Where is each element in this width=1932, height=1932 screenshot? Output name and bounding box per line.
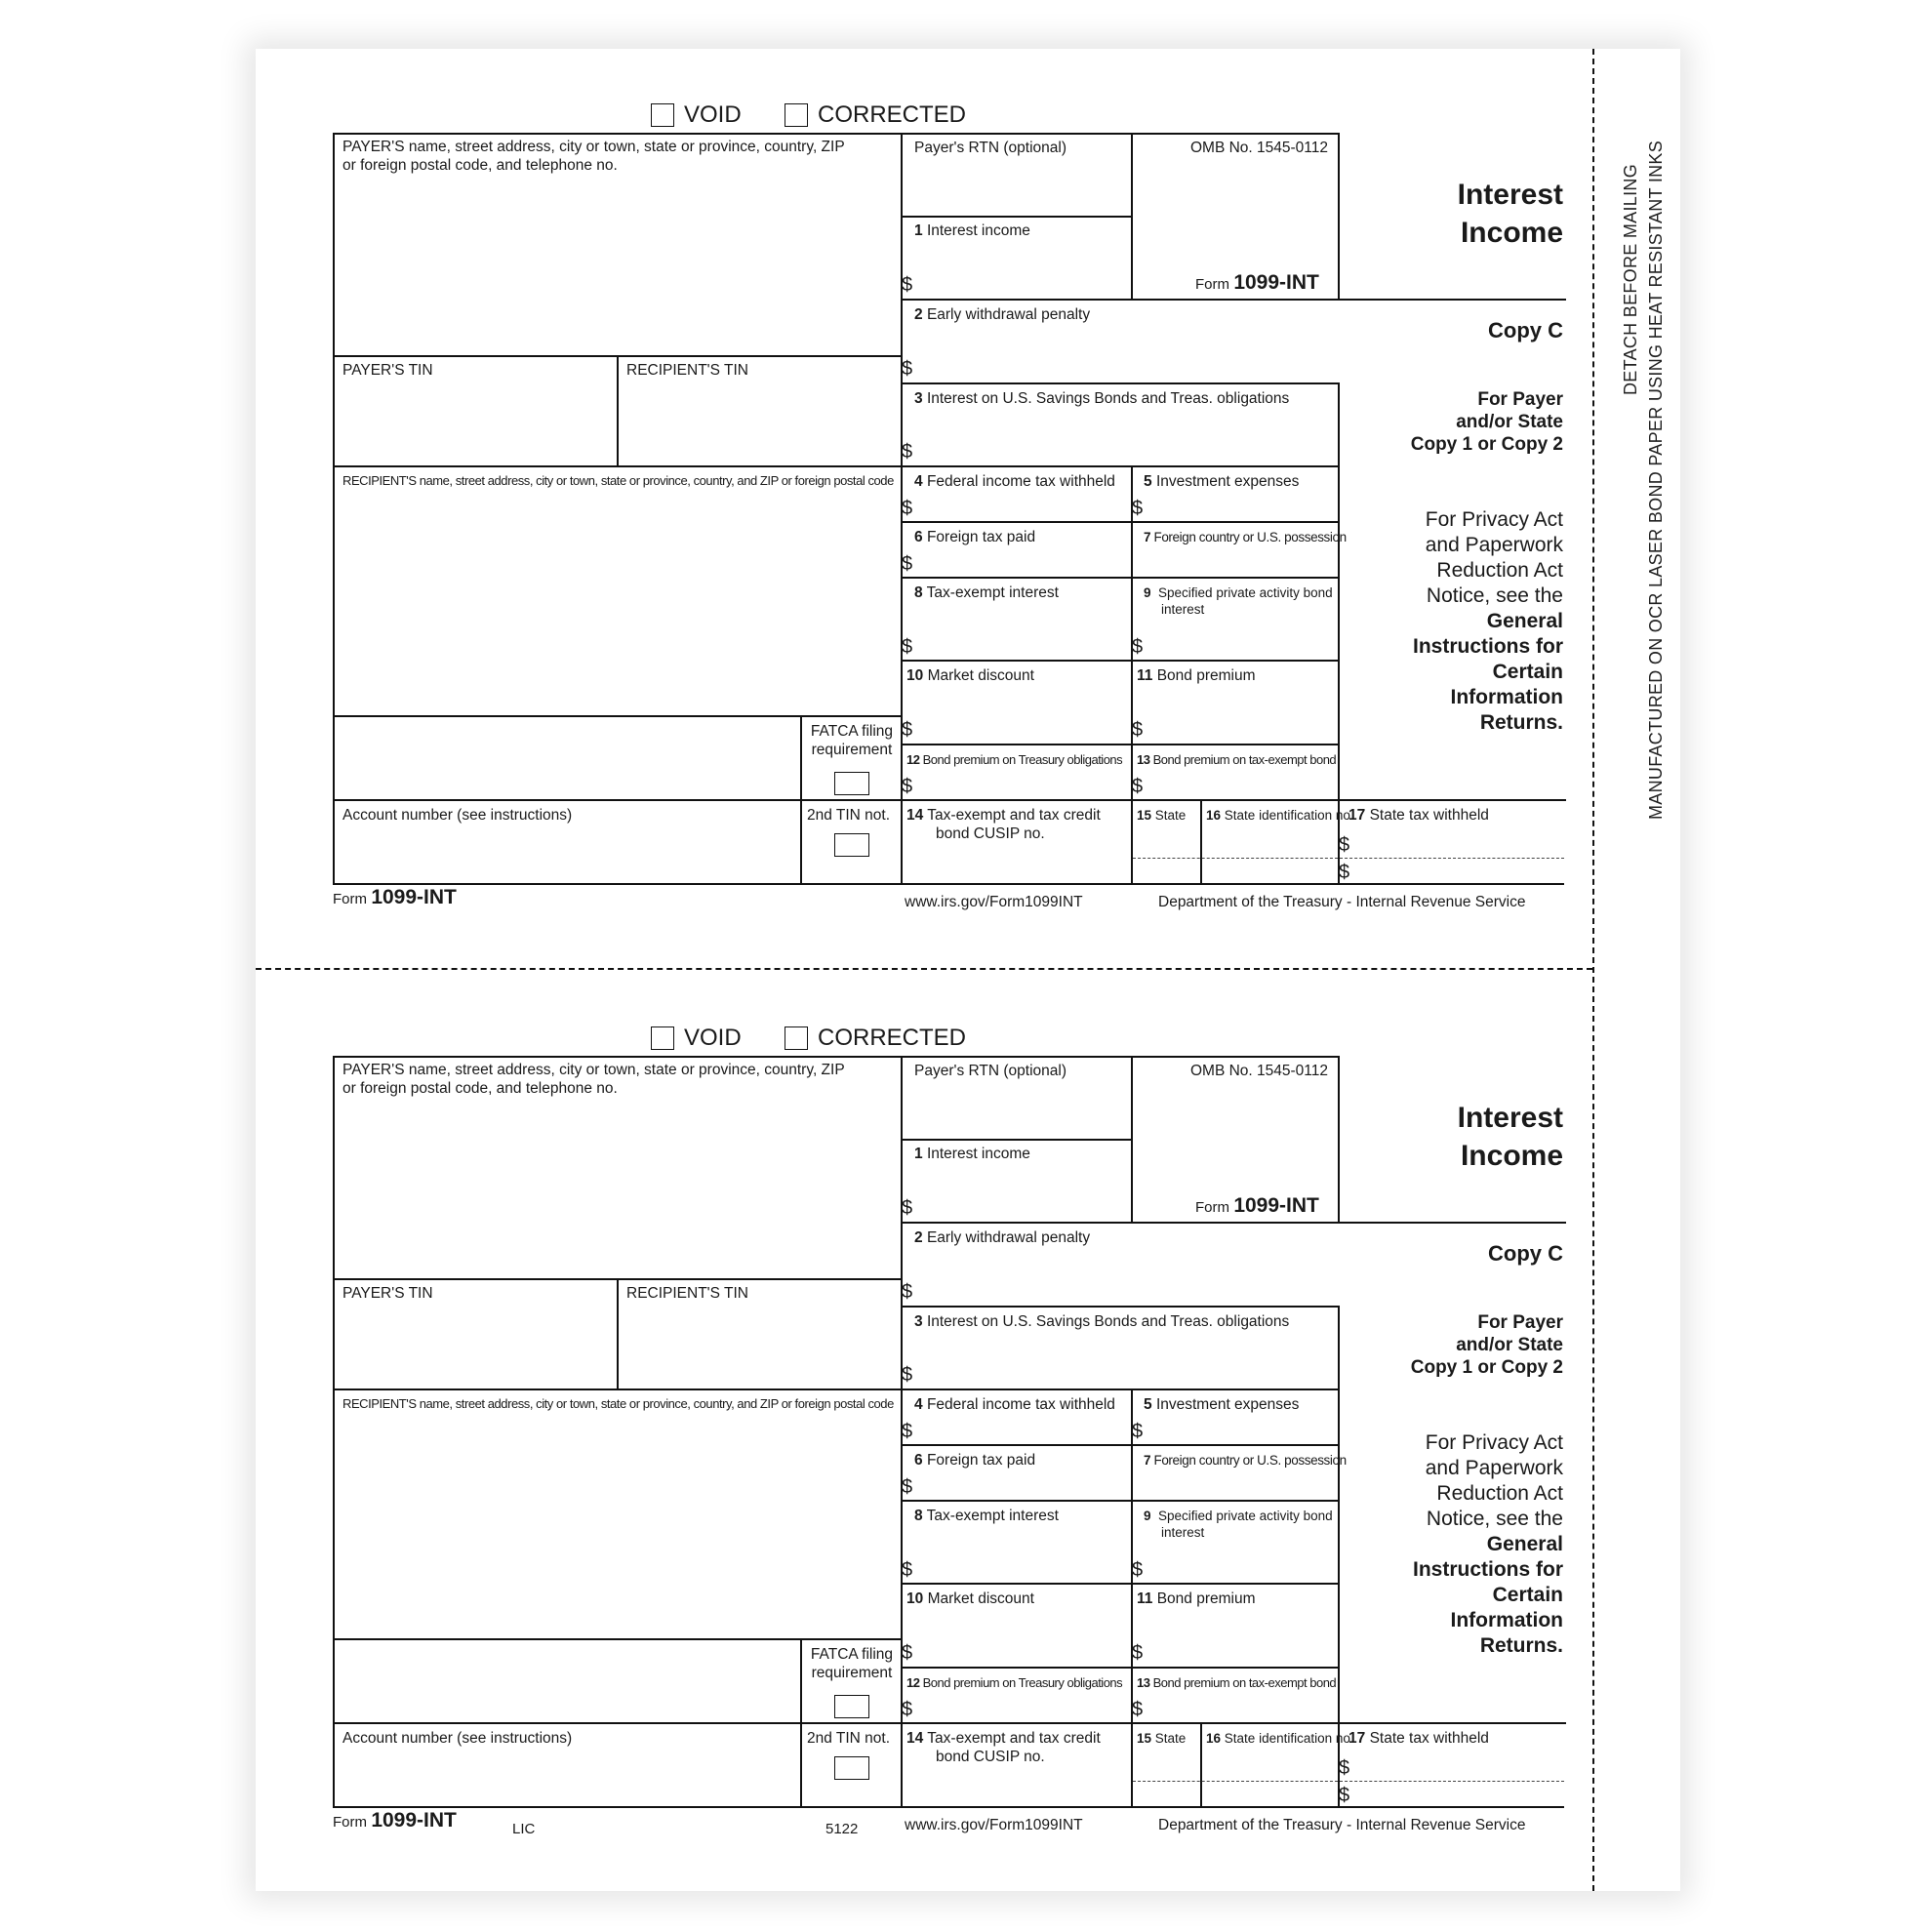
payer-name-label: PAYER'S name, street address, city or town, state or province, country, ZIP or foreign postal code, and telephone no. <box>342 1062 845 1097</box>
form-print-code: 5122 <box>825 1821 859 1837</box>
paper-notice: MANUFACTURED ON OCR LASER BOND PAPER USING HEAT RESISTANT INKS <box>1646 140 1666 820</box>
frame-left <box>333 133 335 884</box>
box9-dollar: $ <box>1132 1559 1144 1581</box>
box6-label: 6 Foreign tax paid <box>914 1452 1036 1469</box>
form-copy-bottom <box>256 972 1592 1891</box>
department-label: Department of the Treasury - Internal Revenue Service <box>1158 1817 1526 1833</box>
box3-label: 3 Interest on U.S. Savings Bonds and Treas. obligations <box>914 390 1290 407</box>
fatca-checkbox[interactable] <box>834 772 869 795</box>
box2-label: 2 Early withdrawal penalty <box>914 1229 1091 1246</box>
right-panel <box>1340 133 1563 884</box>
fatca-checkbox[interactable] <box>834 1695 869 1718</box>
payer-rtn-label: Payer's RTN (optional) <box>914 140 1067 156</box>
payer-tin-label: PAYER'S TIN <box>342 1285 433 1302</box>
corrected-label: CORRECTED <box>818 101 967 128</box>
payer-name-label: PAYER'S name, street address, city or town, state or province, country, ZIP or foreign postal code, and telephone no. <box>342 139 845 174</box>
void-checkbox-row <box>651 1026 742 1051</box>
box3-label: 3 Interest on U.S. Savings Bonds and Treas. obligations <box>914 1313 1290 1330</box>
copy-label: Copy C <box>1488 318 1563 342</box>
box17-label: 17 State tax withheld <box>1348 807 1489 824</box>
box12-dollar: $ <box>902 1699 913 1720</box>
corrected-checkbox[interactable] <box>785 1026 808 1050</box>
vertical-perforation <box>1592 49 1594 1891</box>
box8-label: 8 Tax-exempt interest <box>914 1508 1059 1524</box>
corrected-checkbox-row <box>785 102 966 128</box>
box8-label: 8 Tax-exempt interest <box>914 584 1059 601</box>
box1-label: 1 Interest income <box>914 222 1030 239</box>
box6-dollar: $ <box>902 1476 913 1498</box>
account-number-label: Account number (see instructions) <box>342 807 573 824</box>
frame-left <box>333 1056 335 1807</box>
box17-dollar-2: $ <box>1339 1785 1350 1806</box>
omb-number: OMB No. 1545-0112 <box>1190 140 1329 156</box>
form-copy-top <box>256 49 1592 968</box>
void-label: VOID <box>684 1025 742 1051</box>
box11-label: 11 Bond premium <box>1137 667 1256 684</box>
box5-label: 5 Investment expenses <box>1144 473 1300 490</box>
box3-dollar: $ <box>902 441 913 463</box>
box17-dollar-1: $ <box>1339 1757 1350 1779</box>
box15-label: 15 State <box>1137 1731 1187 1746</box>
box9-dollar: $ <box>1132 636 1144 658</box>
box17-dollar-1: $ <box>1339 834 1350 856</box>
box11-dollar: $ <box>1132 1642 1144 1664</box>
omb-number: OMB No. 1545-0112 <box>1190 1063 1329 1079</box>
box1-label: 1 Interest income <box>914 1146 1030 1162</box>
box4-dollar: $ <box>902 498 913 519</box>
box1-dollar: $ <box>902 274 913 296</box>
box8-dollar: $ <box>902 636 913 658</box>
privacy-notice: For Privacy Act and Paperwork Reduction Act Notice, see the General Instructions for Certain Information Returns. <box>1412 508 1563 734</box>
department-label: Department of the Treasury - Internal Revenue Service <box>1158 894 1526 910</box>
payer-rtn-label: Payer's RTN (optional) <box>914 1063 1067 1079</box>
second-tin-label: 2nd TIN not. <box>807 807 891 824</box>
footer-form-id: Form 1099-INT <box>333 886 457 908</box>
frame-top <box>333 1056 1340 1058</box>
void-checkbox[interactable] <box>651 1026 674 1050</box>
box15-label: 15 State <box>1137 808 1187 823</box>
form-id-header: Form 1099-INT <box>1195 271 1319 294</box>
irs-url[interactable]: www.irs.gov/Form1099INT <box>905 1817 1083 1833</box>
box2-dollar: $ <box>902 1281 913 1303</box>
box12-label: 12 Bond premium on Treasury obligations <box>906 752 1123 767</box>
box13-dollar: $ <box>1132 1699 1144 1720</box>
box11-dollar: $ <box>1132 719 1144 741</box>
second-tin-checkbox[interactable] <box>834 1756 869 1780</box>
form-sheet <box>256 49 1680 1891</box>
for-payer-label: For Payer and/or State Copy 1 or Copy 2 <box>1410 1312 1563 1378</box>
box1-dollar: $ <box>902 1197 913 1219</box>
box6-label: 6 Foreign tax paid <box>914 529 1036 545</box>
form-lic-code: LIC <box>512 1821 536 1837</box>
recipient-name-label: RECIPIENT'S name, street address, city or town, state or province, country, and ZIP or foreign postal code <box>342 1396 894 1411</box>
fatca-label: FATCA filing requirement <box>810 723 894 758</box>
void-label: VOID <box>684 101 742 128</box>
box9-label: 9 Specified private activity bond interest <box>1144 1509 1333 1540</box>
box10-dollar: $ <box>902 1642 913 1664</box>
corrected-checkbox-row <box>785 1026 966 1051</box>
box2-label: 2 Early withdrawal penalty <box>914 306 1091 323</box>
second-tin-checkbox[interactable] <box>834 833 869 857</box>
box5-dollar: $ <box>1132 1421 1144 1442</box>
box13-dollar: $ <box>1132 776 1144 797</box>
box4-label: 4 Federal income tax withheld <box>914 473 1115 490</box>
box17-dollar-2: $ <box>1339 862 1350 883</box>
irs-url[interactable]: www.irs.gov/Form1099INT <box>905 894 1083 910</box>
box3-dollar: $ <box>902 1364 913 1386</box>
box6-dollar: $ <box>902 553 913 575</box>
box12-dollar: $ <box>902 776 913 797</box>
box4-label: 4 Federal income tax withheld <box>914 1396 1115 1413</box>
form-title: Interest Income <box>1457 179 1563 249</box>
box5-label: 5 Investment expenses <box>1144 1396 1300 1413</box>
box4-dollar: $ <box>902 1421 913 1442</box>
box16-label: 16 State identification no. <box>1206 1731 1354 1746</box>
payer-tin-label: PAYER'S TIN <box>342 362 433 379</box>
box2-dollar: $ <box>902 358 913 380</box>
corrected-label: CORRECTED <box>818 1025 967 1051</box>
box13-label: 13 Bond premium on tax-exempt bond <box>1137 752 1337 767</box>
footer-form-id: Form 1099-INT <box>333 1809 457 1831</box>
form-title: Interest Income <box>1457 1102 1563 1172</box>
recipient-tin-label: RECIPIENT'S TIN <box>626 1285 748 1302</box>
void-checkbox-row <box>651 102 742 128</box>
void-checkbox[interactable] <box>651 103 674 127</box>
box14-label: 14 Tax-exempt and tax credit bond CUSIP no. <box>906 1730 1101 1765</box>
recipient-name-label: RECIPIENT'S name, street address, city or town, state or province, country, and ZIP or foreign postal code <box>342 473 894 488</box>
box12-label: 12 Bond premium on Treasury obligations <box>906 1675 1123 1690</box>
box10-dollar: $ <box>902 719 913 741</box>
for-payer-label: For Payer and/or State Copy 1 or Copy 2 <box>1410 389 1563 455</box>
box9-label: 9 Specified private activity bond interest <box>1144 585 1333 617</box>
box13-label: 13 Bond premium on tax-exempt bond <box>1137 1675 1337 1690</box>
box11-label: 11 Bond premium <box>1137 1590 1256 1607</box>
account-number-label: Account number (see instructions) <box>342 1730 573 1747</box>
recipient-tin-label: RECIPIENT'S TIN <box>626 362 748 379</box>
box5-dollar: $ <box>1132 498 1144 519</box>
second-tin-label: 2nd TIN not. <box>807 1730 891 1747</box>
horizontal-perforation <box>256 968 1592 970</box>
corrected-checkbox[interactable] <box>785 103 808 127</box>
box10-label: 10 Market discount <box>906 1590 1034 1607</box>
form-id-header: Form 1099-INT <box>1195 1194 1319 1217</box>
box17-label: 17 State tax withheld <box>1348 1730 1489 1747</box>
box14-label: 14 Tax-exempt and tax credit bond CUSIP no. <box>906 807 1101 842</box>
frame-top <box>333 133 1340 135</box>
box7-label: 7 Foreign country or U.S. possession <box>1144 1453 1347 1468</box>
box10-label: 10 Market discount <box>906 667 1034 684</box>
privacy-notice: For Privacy Act and Paperwork Reduction Act Notice, see the General Instructions for Certain Information Returns. <box>1412 1431 1563 1657</box>
detach-notice: DETACH BEFORE MAILING <box>1621 164 1640 395</box>
fatca-label: FATCA filing requirement <box>810 1646 894 1681</box>
copy-label: Copy C <box>1488 1241 1563 1266</box>
box8-dollar: $ <box>902 1559 913 1581</box>
box16-label: 16 State identification no. <box>1206 808 1354 823</box>
box7-label: 7 Foreign country or U.S. possession <box>1144 530 1347 544</box>
right-panel <box>1340 1056 1563 1807</box>
